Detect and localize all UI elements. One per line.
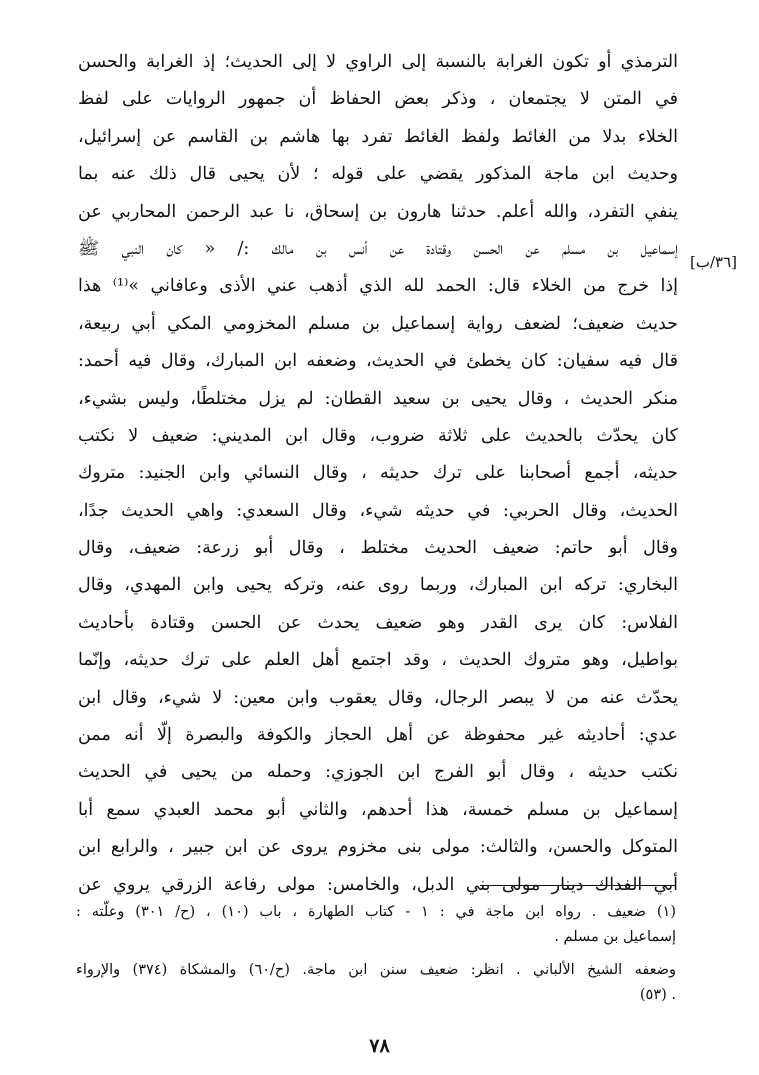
text-line: إسماعيل بن مسلم خمسة، هذا أحدهم، والثاني أبو محمد العبدي سمع أبا: [78, 799, 678, 820]
text-line: الخلاء بدلا من الغائط ولفظ الغائط تفرد بها هاشم بن القاسم عن إسرائيل،: [78, 126, 678, 147]
page-number: ٧٨: [369, 1035, 390, 1057]
text-line: منكر الحديث ، وقال يحيى بن سعيد القطان: لم يزل مختلطًا، وليس بشيء،: [78, 388, 678, 409]
main-text-block: [78, 44, 678, 904]
text-line: حديث ضعيف؛ لضعف رواية إسماعيل بن مسلم المخزومي المكي أبي ربيعة،: [78, 313, 678, 334]
text-line: المتوكل والحسن، والثالث: مولى بنى مخزوم يروى عن ابن جبير ، والرابع ابن: [78, 837, 678, 858]
text-line: عدي: أحاديثه غير محفوظة عن أهل الحجاز والكوفة والبصرة إلّا أنه ممن: [78, 725, 678, 746]
text-line: بواطيل، وهو متروك الحديث ، وقد اجتمع أهل العلم على ترك حديثه، وإنّما: [78, 650, 678, 671]
text-line: الحديث، وقال الحربي: في حديثه شيء، وقال السعدي: واهي الحديث جدًا،: [78, 500, 678, 521]
text-line: إذا خرج من الخلاء قال: الحمد لله الذي أذهب عني الأذى وعافاني »⁽¹⁾ هذا: [78, 276, 678, 297]
text-line: يحدّث عنه من لا يبصر الرجال، وقال يعقوب وابن معين: لا شيء، وقال ابن: [78, 687, 678, 708]
footnote-separator: [480, 885, 676, 886]
text-line: البخاري: تركه ابن المبارك، وربما روى عنه، وتركه يحيى وابن المهدي، وقال: [78, 575, 678, 596]
text-line: وقال أبو حاتم: ضعيف الحديث مختلط ، وقال أبو زرعة: ضعيف، وقال: [78, 538, 678, 559]
footnote-line: وضعفه الشيخ الألباني . انظر: ضعيف سنن ابن ماجة. (ح/٦٠) والمشكاة (٣٧٤) والإرواء: [76, 962, 676, 978]
text-line: وحديث ابن ماجة المذكور يقضي على قوله ؛ لأن يحيى قال ذلك عنه بما: [78, 164, 678, 185]
text-line: الفلاس: كان يرى القدر وهو ضعيف يحدث عن الحسن وقتادة بأحاديث: [78, 612, 678, 633]
footnote-line: إسماعيل بن مسلم .: [554, 929, 676, 945]
text-line: ينفي التفرد، والله أعلم. حدثنا هارون بن إسحاق، نا عبد الرحمن المحاربي عن: [78, 201, 678, 222]
text-line: في المتن لا يجتمعان ، وذكر بعض الحفاظ أن جمهور الروايات على لفظ: [78, 89, 678, 110]
text-line: أبي الفداك دينار مولى بني الدبل، والخامس: مولى رفاعة الزرقي يروي عن: [78, 874, 678, 895]
folio-margin-note: [٣٦/ب]: [690, 253, 738, 271]
text-line: كان يحدّث بالحديث على ثلاثة ضروب، وقال ابن المديني: ضعيف لا نكتب: [78, 425, 678, 446]
text-line: إسماعيل بن مسلم عن الحسن وقتادة عن أنس بن مالك :/ « كان النبي ﷺ: [78, 238, 678, 259]
text-line: قال فيه سفيان: كان يخطئ في الحديث، وضعفه ابن المبارك، وقال فيه أحمد:: [78, 351, 678, 372]
footnote-line: . (٥٣): [639, 987, 676, 1003]
text-line: الترمذي أو تكون الغرابة بالنسبة إلى الراوي لا إلى الحديث؛ إذ الغرابة والحسن: [78, 52, 678, 72]
text-line: نكتب حديثه ، وقال أبو الفرج ابن الجوزي: وحمله من يحيى في الحديث: [78, 762, 678, 783]
text-line: حديثه، أجمع أصحابنا على ترك حديثه ، وقال النسائي وابن الجنيد: متروك: [78, 463, 678, 484]
footnotes-block: [76, 900, 676, 1008]
footnote-line: (١) ضعيف . رواه ابن ماجة في : ١ - كتاب الطهارة ، باب (١٠) ، (ح/ ٣٠١) وعلّته :: [76, 904, 676, 920]
